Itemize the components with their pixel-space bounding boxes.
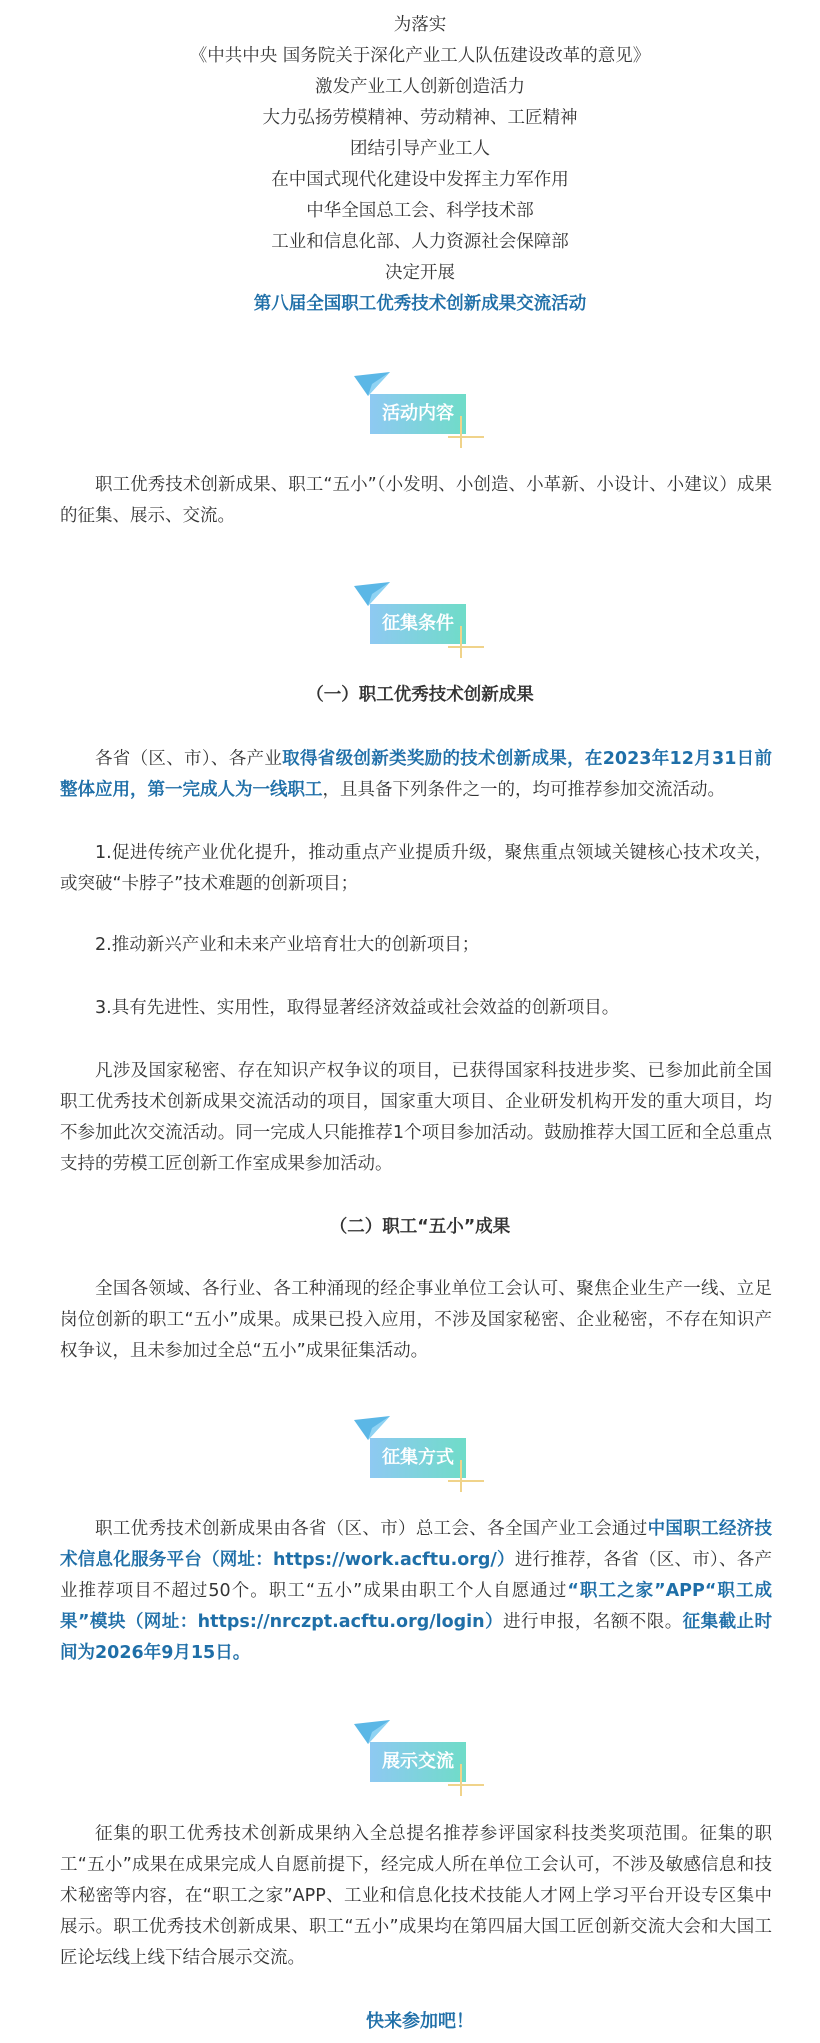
intro-line: 为落实 bbox=[393, 15, 447, 35]
section-badge-exhibit bbox=[352, 1718, 484, 1798]
intro-line: 中华全国总工会、科学技术部 bbox=[306, 201, 534, 221]
condition-item-2: 2.推动新兴产业和未来产业培育壮大的创新项目； bbox=[95, 935, 480, 955]
badge-accent bbox=[460, 1460, 462, 1492]
subheading-wuxiao: （二）职工“五小”成果 bbox=[329, 1217, 511, 1237]
wuxiao-paragraph: 全国各领域、各行业、各工种涌现的经企事业单位工会认可、聚焦企业生产一线、立足岗位创新的职工“五小”成果。成果已投入应用，不涉及国家秘密、企业秘密，不存在知识产权争议，且未参加过全总“五小”成果征集活动。 bbox=[60, 1279, 772, 1361]
section-badge-label: 征集条件 bbox=[370, 604, 466, 644]
section-badge-label: 展示交流 bbox=[370, 1742, 466, 1782]
section-badge-label: 征集方式 bbox=[370, 1438, 466, 1478]
badge-accent bbox=[460, 416, 462, 448]
deadline-text: 征集截止时间为2026年9月15日。 bbox=[60, 1612, 773, 1663]
badge-accent bbox=[448, 436, 484, 438]
closing-call-to-action: 快来参加吧！ bbox=[366, 2011, 474, 2032]
intro-line: 大力弘扬劳模精神、劳动精神、工匠精神 bbox=[262, 108, 578, 128]
badge-accent bbox=[460, 1764, 462, 1796]
condition-item-1: 1.促进传统产业优化提升，推动重点产业提质升级，聚焦重点领域关键核心技术攻关，或突破“卡脖子”技术难题的创新项目； bbox=[60, 843, 772, 894]
intro-line: 工业和信息化部、人力资源社会保障部 bbox=[271, 232, 569, 252]
intro-line: 《中共中央 国务院关于深化产业工人队伍建设改革的意见》 bbox=[189, 46, 651, 66]
badge-accent bbox=[448, 1784, 484, 1786]
section-badge-conditions bbox=[352, 580, 484, 660]
exclusion-paragraph: 凡涉及国家秘密、存在知识产权争议的项目，已获得国家科技进步奖、已参加此前全国职工优秀技术创新成果交流活动的项目，国家重大项目、企业研发机构开发的重大项目，均不参加此次交流活动。同一完成人只能推荐1个项目参加活动。鼓励推荐大国工匠和全总重点支持的劳模工匠创新工作室成果参加活动。 bbox=[60, 1061, 772, 1174]
conditions-text: ，且具备下列条件之一的，均可推荐参加交流活动。 bbox=[322, 780, 725, 800]
intro-line: 决定开展 bbox=[385, 263, 455, 283]
section-badge-label: 活动内容 bbox=[370, 394, 466, 434]
platform-link-text: 中国职工经济技术信息化服务平台（网址：https://work.acftu.org/） bbox=[60, 1519, 773, 1570]
method-text: 进行申报，名额不限。 bbox=[503, 1612, 683, 1632]
method-paragraph bbox=[60, 1514, 772, 1669]
intro-block bbox=[0, 10, 820, 320]
badge-accent bbox=[448, 646, 484, 648]
method-text: 进行推荐，各省（区、市）、各产业推荐项目不超过50个。职工“五小”成果由职工个人自愿通过 bbox=[60, 1550, 773, 1601]
method-text: 职工优秀技术创新成果由各省（区、市）总工会、各全国产业工会通过 bbox=[95, 1519, 648, 1539]
activity-title: 第八届全国职工优秀技术创新成果交流活动 bbox=[253, 294, 587, 314]
section-badge-method bbox=[352, 1414, 484, 1494]
intro-line: 团结引导产业工人 bbox=[350, 139, 490, 159]
exhibit-paragraph: 征集的职工优秀技术创新成果纳入全总提名推荐参评国家科技类奖项范围。征集的职工“五小”成果在成果完成人自愿前提下，经完成人所在单位工会认可，不涉及敏感信息和技术秘密等内容，在“职工之家”APP、工业和信息化技术技能人才网上学习平台开设专区集中展示。职工优秀技术创新成果、职工“五小”成果均在第四届大国工匠创新交流大会和大国工匠论坛线上线下结合展示交流。 bbox=[60, 1824, 772, 1968]
badge-accent bbox=[448, 1480, 484, 1482]
conditions-paragraph bbox=[60, 744, 772, 806]
content-paragraph: 职工优秀技术创新成果、职工“五小”（小发明、小创造、小革新、小设计、小建议）成果的征集、展示、交流。 bbox=[60, 475, 772, 526]
intro-line: 激发产业工人创新创造活力 bbox=[315, 77, 525, 97]
badge-accent bbox=[460, 626, 462, 658]
app-link-text: “职工之家”APP“职工成果”模块（网址：https://nrczpt.acftu.org/login） bbox=[60, 1581, 772, 1632]
conditions-text: 各省（区、市）、各产业 bbox=[95, 749, 283, 769]
subheading-innovation: （一）职工优秀技术创新成果 bbox=[306, 685, 534, 705]
intro-line: 在中国式现代化建设中发挥主力军作用 bbox=[271, 170, 569, 190]
condition-item-3: 3.具有先进性、实用性，取得显著经济效益或社会效益的创新项目。 bbox=[95, 998, 620, 1018]
section-badge-content bbox=[352, 370, 484, 450]
conditions-highlight: 取得省级创新类奖励的技术创新成果，在2023年12月31日前整体应用，第一完成人为一线职工 bbox=[60, 749, 772, 800]
